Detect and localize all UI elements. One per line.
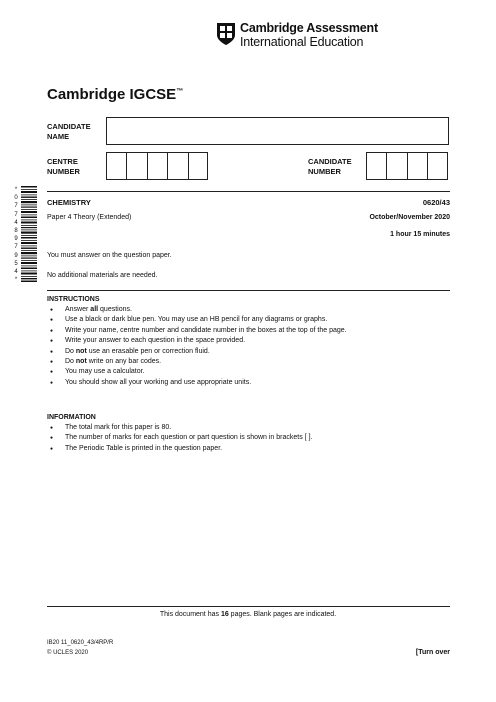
instruction-text: Answer	[65, 306, 91, 313]
copyright-notice: © UCLES 2020	[47, 650, 89, 656]
information-item: ● The number of marks for each question or part question is shown in brackets [ ].	[47, 433, 312, 443]
instruction-text: questions.	[98, 306, 132, 313]
instruction-item	[47, 315, 347, 325]
barcode-image	[21, 186, 37, 282]
candidate-number-label-line2: NUMBER	[308, 167, 341, 176]
instruction-text: Use a black or dark blue pen. You may use an HB pencil for any diagrams or graphs.	[65, 316, 328, 324]
candidate-number-cell[interactable]	[386, 152, 406, 180]
qualification-name: Cambridge IGCSE	[47, 86, 177, 103]
page-count-text: This document has	[159, 611, 221, 618]
instruction-item	[47, 347, 347, 357]
candidate-name-box[interactable]	[106, 117, 449, 145]
barcode-digit: 8	[14, 228, 18, 235]
instruction-text: Write your name, centre number and candidate number in the boxes at the top of the page.	[65, 326, 347, 334]
instruction-text: Do	[65, 347, 76, 355]
instruction-item	[47, 305, 347, 315]
barcode-digit: 4	[14, 269, 18, 276]
barcode-digit: 7	[14, 244, 18, 251]
divider-top	[47, 191, 450, 192]
instructions-heading: INSTRUCTIONS	[47, 296, 100, 303]
candidate-name-label-line2: NAME	[47, 132, 70, 141]
candidate-number-label	[308, 157, 352, 177]
turn-over-label: [Turn over	[415, 649, 450, 656]
centre-number-label	[47, 157, 80, 177]
logo-line-1: Cambridge Assessment	[240, 21, 378, 35]
candidate-number-cell[interactable]	[407, 152, 427, 180]
instruction-item	[47, 336, 347, 346]
page-count-note	[0, 611, 496, 618]
page-count-number: 16	[220, 611, 229, 618]
barcode-digit: 7	[14, 211, 18, 218]
instruction-item	[47, 378, 347, 388]
barcode-digit: *	[14, 277, 18, 284]
centre-number-boxes[interactable]	[106, 152, 208, 180]
qualification-title	[47, 86, 183, 103]
instruction-text: use an erasable pen or correction fluid.	[86, 347, 210, 355]
materials-line-2: No additional materials are needed.	[47, 272, 158, 279]
instruction-emphasis: all	[90, 306, 99, 313]
candidate-number-cell[interactable]	[366, 152, 386, 180]
centre-number-cell[interactable]	[126, 152, 146, 180]
divider-bottom	[47, 606, 450, 607]
shield-icon	[216, 22, 236, 46]
paper-code: 0620/43	[422, 198, 450, 207]
centre-number-label-line2: NUMBER	[47, 167, 80, 176]
instruction-text: Do	[65, 358, 76, 366]
barcode-digit: 9	[14, 252, 18, 259]
instruction-emphasis: not	[75, 358, 87, 366]
logo-line-2: International Education	[240, 35, 364, 49]
barcode-digit: 7	[14, 203, 18, 210]
candidate-number-boxes[interactable]	[366, 152, 448, 180]
candidate-number-label-line1: CANDIDATE	[308, 157, 352, 166]
barcode-digit: *	[14, 187, 18, 193]
exam-duration: 1 hour 15 minutes	[390, 231, 450, 238]
centre-number-cell[interactable]	[188, 152, 208, 180]
information-item: ● The Periodic Table is printed in the question paper.	[47, 444, 312, 454]
instruction-text: write on any bar codes.	[86, 358, 162, 366]
instruction-text: Write your answer to each question in the space provided.	[65, 337, 246, 345]
centre-number-cell[interactable]	[106, 152, 126, 180]
candidate-number-cell[interactable]	[427, 152, 447, 180]
instruction-item	[47, 326, 347, 336]
barcode-digits	[12, 186, 20, 284]
instruction-item	[47, 367, 347, 377]
information-list	[47, 423, 312, 454]
instruction-text: You may use a calculator.	[65, 368, 145, 376]
materials-line-1: You must answer on the question paper.	[47, 252, 172, 259]
instruction-item	[47, 357, 347, 367]
candidate-name-label-line1: CANDIDATE	[47, 122, 91, 131]
information-item: ● The total mark for this paper is 80.	[47, 423, 312, 433]
instructions-list	[47, 305, 347, 388]
page-count-text: pages. Blank pages are indicated.	[228, 611, 337, 618]
paper-title: Paper 4 Theory (Extended)	[47, 214, 132, 221]
document-reference: IB20 11_0620_43/4RP/R	[47, 640, 114, 646]
instruction-emphasis: not	[75, 347, 87, 355]
exam-session: October/November 2020	[369, 214, 450, 221]
barcode-digit: 9	[14, 236, 18, 243]
barcode-digit: 0	[14, 195, 18, 202]
subject-name: CHEMISTRY	[47, 198, 91, 207]
divider-middle	[47, 290, 450, 291]
candidate-name-label	[47, 122, 91, 142]
barcode-digit: 5	[14, 260, 18, 267]
instruction-text: You should show all your working and use appropriate units.	[65, 378, 252, 386]
centre-number-cell[interactable]	[147, 152, 167, 180]
trademark-symbol: ™	[176, 88, 184, 95]
centre-number-label-line1: CENTRE	[47, 157, 78, 166]
centre-number-cell[interactable]	[167, 152, 187, 180]
information-heading: INFORMATION	[47, 414, 96, 421]
barcode-digit: 4	[14, 219, 18, 226]
